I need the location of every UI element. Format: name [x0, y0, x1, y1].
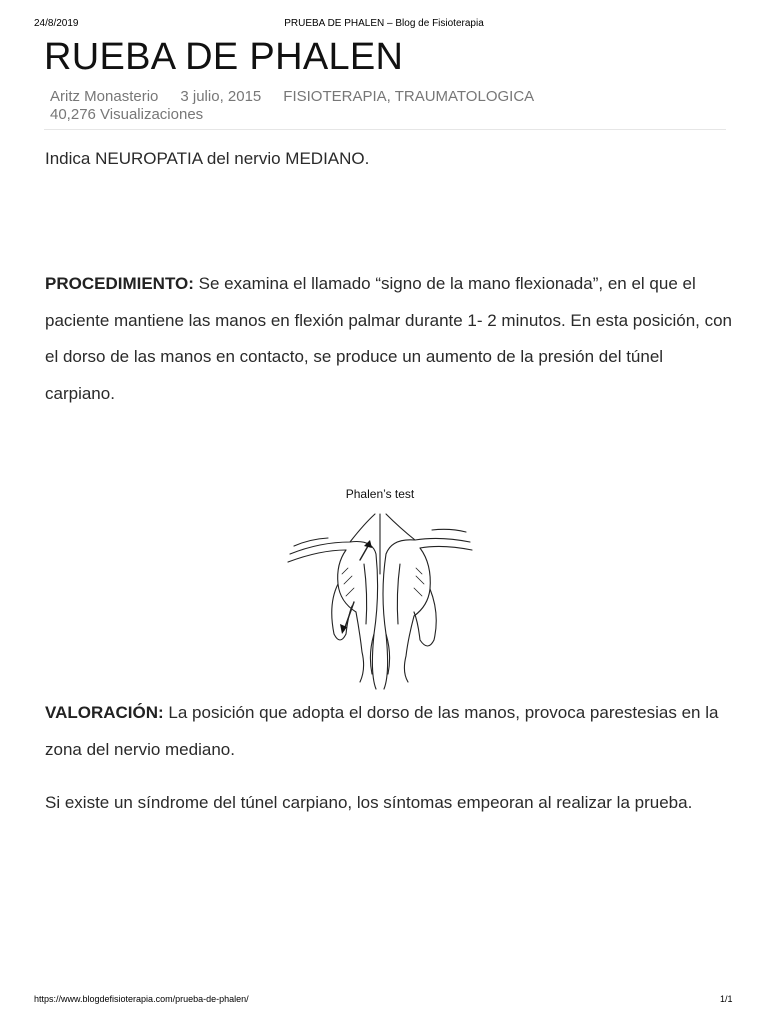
procedure-label: PROCEDIMIENTO:	[45, 274, 194, 293]
article-title: RUEBA DE PHALEN	[44, 36, 404, 78]
post-date: 3 julio, 2015	[180, 88, 262, 105]
phalens-test-figure	[280, 484, 480, 694]
procedure-paragraph	[45, 266, 735, 412]
meta-divider	[44, 129, 726, 130]
figure-caption: Phalen’s test	[345, 487, 415, 501]
assessment-text: La posición que adopta el dorso de las manos, provoca parestesias en la zona del nervio mediano.	[45, 703, 719, 759]
procedure-text: Se examina el llamado “signo de la mano flexionada”, en el que el paciente mantiene las manos en flexión palmar durante 1- 2 minutos. En esta posición, con el dorso de las manos en contacto, se produce un aumento de la presión del túnel carpiano.	[45, 274, 733, 403]
phalens-test-illustration-icon	[280, 484, 480, 694]
view-count: 40,276 Visualizaciones	[50, 106, 204, 123]
category-links[interactable]: FISIOTERAPIA, TRAUMATOLOGICA	[283, 88, 535, 105]
assessment-label: VALORACIÓN:	[45, 703, 164, 722]
article-meta	[50, 88, 556, 124]
author-link[interactable]: Aritz Monasterio	[50, 88, 159, 105]
intro-paragraph: Indica NEUROPATIA del nervio MEDIANO.	[45, 149, 370, 168]
closing-paragraph: Si existe un síndrome del túnel carpiano, los síntomas empeoran al realizar la prueba.	[45, 793, 693, 812]
print-footer-page-number: 1/1	[720, 994, 733, 1004]
print-header-date: 24/8/2019	[34, 18, 79, 29]
print-header-title: PRUEBA DE PHALEN – Blog de Fisioterapia	[284, 18, 484, 29]
assessment-paragraph	[45, 695, 735, 768]
print-footer-url: https://www.blogdefisioterapia.com/prueba-de-phalen/	[34, 994, 249, 1004]
